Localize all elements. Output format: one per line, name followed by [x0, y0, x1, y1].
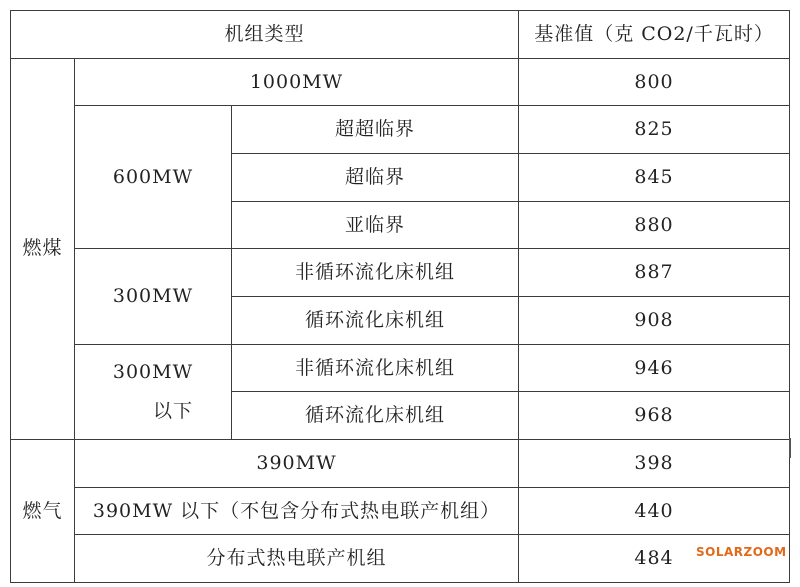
table-row: [11, 439, 790, 487]
benchmark-table: [10, 10, 790, 583]
category-gas: 燃气: [11, 439, 75, 582]
row-value-supercritical: 845: [519, 153, 790, 201]
header-benchmark-value: 基准值（克 CO2/千瓦时）: [519, 11, 790, 59]
row-value-gas-distributed-chp: 484: [519, 535, 790, 583]
group-label-300mw: 300MW: [75, 249, 232, 344]
row-value-300mw-non-cfb: 887: [519, 249, 790, 297]
row-label-supercritical: 超临界: [232, 153, 519, 201]
row-label-ultra-supercritical: 超超临界: [232, 106, 519, 154]
row-value-subcritical: 880: [519, 201, 790, 249]
table-header-row: [11, 11, 790, 59]
row-value-ultra-supercritical: 825: [519, 106, 790, 154]
row-label-300mw-cfb: 循环流化床机组: [232, 296, 519, 344]
table-row: [11, 487, 790, 535]
row-value-300mw-cfb: 908: [519, 296, 790, 344]
table-row: [11, 249, 790, 297]
row-value-gas-390mw: 398: [519, 439, 790, 487]
row-label-gas-below-390mw: 390MW 以下（不包含分布式热电联产机组）: [75, 487, 519, 535]
group-label-below-300mw: [75, 344, 232, 439]
table-row: [11, 58, 790, 106]
table-row: [11, 106, 790, 154]
group-label-below-300mw-line2: 以下: [152, 399, 193, 422]
row-label-gas-390mw: 390MW: [75, 439, 519, 487]
edge-mark: [789, 438, 791, 458]
row-label-below300-non-cfb: 非循环流化床机组: [232, 344, 519, 392]
table-row: [11, 344, 790, 392]
category-coal: 燃煤: [11, 58, 75, 439]
table-row: [11, 535, 790, 583]
row-label-300mw-non-cfb: 非循环流化床机组: [232, 249, 519, 297]
group-label-600mw: 600MW: [75, 106, 232, 249]
row-label-below300-cfb: 循环流化床机组: [232, 392, 519, 440]
row-value-below300-cfb: 968: [519, 392, 790, 440]
row-label-subcritical: 亚临界: [232, 201, 519, 249]
header-unit-type: 机组类型: [11, 11, 519, 59]
solarzoom-watermark: SOLARZOOM: [696, 545, 787, 559]
row-label-1000mw: 1000MW: [75, 58, 519, 106]
row-value-below300-non-cfb: 946: [519, 344, 790, 392]
row-value-1000mw: 800: [519, 58, 790, 106]
row-value-gas-below-390mw: 440: [519, 487, 790, 535]
group-label-below-300mw-line1: 300MW: [112, 361, 194, 384]
row-label-gas-distributed-chp: 分布式热电联产机组: [75, 535, 519, 583]
